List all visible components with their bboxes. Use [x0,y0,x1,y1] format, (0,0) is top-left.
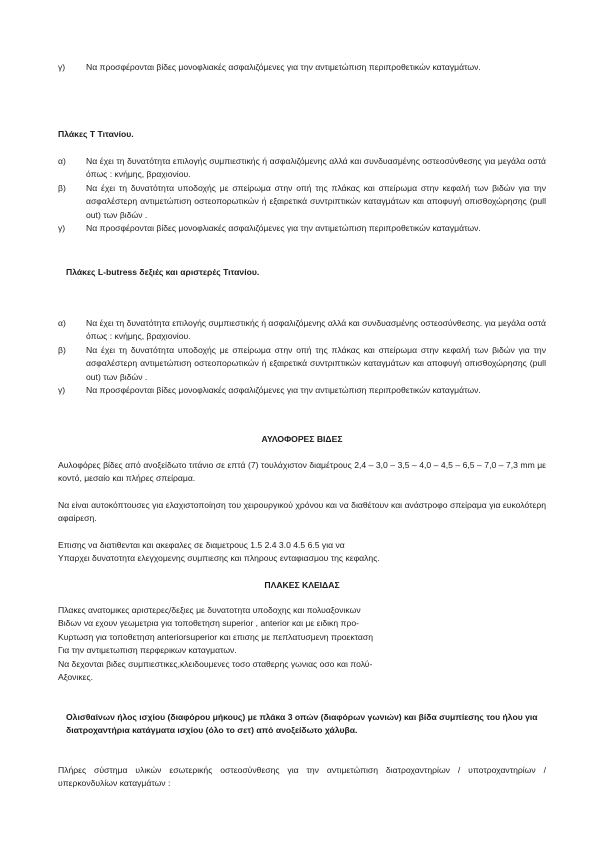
paragraph-line: Να δεχονται βιδες συμπιεστικες,κλειδουμενες τοσο σταθερης γωνιας οσο και πολύ- [58,658,373,669]
paragraph-line: Βιδων να εχουν γεωμετρια για τοποθετηση superior , anterior και με ειδικη προ- [58,618,359,629]
list-marker: α) [58,156,66,166]
locking-plates-heading [58,579,546,592]
cannulated-paragraph-1 [58,459,546,486]
paragraph: Πλήρες σύστημα υλικών εσωτερικής οστεοσύνθεσης για την αντιμετώπιση διατροχαντηρίων / υποτροχαντηρίων / υπερκονδυλίων καταγμάτων : [58,765,546,789]
paragraph: Ολισθαίνων ήλος ισχίου (διαφόρου μήκους) με πλάκα 3 οπών (διαφόρων γωνιών) και βίδα συμπίεσης του ήλου για διατροχαντήρια κατάγματα ισχίου (όλο το σετ) από ανοξείδωτο χάλυβα. [66,712,538,736]
hip-nail-paragraph [66,711,550,738]
list-item [58,155,546,182]
list-item [58,384,546,397]
l-buttress-heading [66,266,554,279]
list-text: Να έχει τη δυνατότητα επιλογής συμπιεστικής ή ασφαλιζόμενης αλλά και συνδυασμένης οστεοσύνθεσης για μεγάλα οστά όπως : κνήμης, βραχιονίου. [86,156,546,180]
list-marker: β) [58,344,66,355]
t-plates-list [58,155,546,235]
paragraph: Να είναι αυτοκόπτουσες για ελαχιστοποίηση του χειρουργικού χρόνου και να διαθέτουν και ανάστροφο σπείραμα για ευκολότερη αφαίρεση. [58,500,546,524]
list-item [58,222,546,235]
list-text: Να προσφέρονται βίδες μονοφλιακές ασφαλιζόμενες για την αντιμετώπιση περιπροθετικών καταγμάτων. [86,62,481,72]
list-item [58,344,546,384]
final-paragraph [58,764,546,791]
list-text: Να προσφέρονται βίδες μονοφλιακές ασφαλιζόμενες για την αντιμετώπιση περιπροθετικών καταγμάτων. [86,223,481,234]
l-buttress-list [58,317,546,397]
section-heading: Πλάκες L-butress δεξιές και αριστερές Τιτανίου. [66,267,260,277]
list-text: Να έχει τη δυνατότητα υποδοχής με σπείρωμα στην οπή της πλάκας και σπείρωμα στην κεφαλή των βιδών για την ασφαλέστερη αντιμετώπιση οστεοπορωτικών ή εξαιρετικά συντριπτικών καταγμάτων και αποφυγή οπισθοχώρησης (pull out) των βιδών . [86,344,546,382]
list-marker: γ) [58,62,66,72]
cannulated-paragraph-3 [58,539,546,566]
paragraph-line: Κυρτωση για τοποθετηση anteriorsuperior και επισης με πεπλατυσμενη προεκταση [58,631,373,642]
paragraph: Αυλοφόρες βίδες από ανοξείδωτο τιτάνιο σε επτά (7) τουλάχιστον διαμέτρους 2,4 – 3,0 – 3,5 – 4,0 – 4,5 – 6,5 – 7,0 – 7,3 mm με κοντό, μεσαίο και πλήρες σπείραμα. [58,460,546,484]
list-text: Να έχει τη δυνατότητα υποδοχής με σπείρωμα στην οπή της πλάκας και σπείρωμα στην κεφαλή των βιδών για την ασφαλέστερη αντιμετώπιση οστεοπορωτικών ή εξαιρετικά συντριπτικών καταγμάτων και αποφυγή οπισθοχώρησης (pull out) των βιδών . [86,182,546,220]
top-item [58,61,546,74]
list-marker: β) [58,182,66,193]
list-marker: γ) [58,223,66,234]
list-marker: α) [58,318,66,328]
locking-plates-text [58,604,546,684]
cannulated-heading [58,433,546,446]
list-item [58,317,546,344]
list-text: Να προσφέρονται βίδες μονοφλιακές ασφαλιζόμενες για την αντιμετώπιση περιπροθετικών καταγμάτων. [86,385,481,396]
list-text: Να έχει τη δυνατότητα επιλογής συμπιεστικής ή ασφαλιζόμενης αλλά και συνδυασμένης οστεοσύνθεσης. για μεγάλα οστά όπως : κνήμης, βραχιονίου. [86,318,546,342]
paragraph-line: Για την αντιμετωπιση περφερικων καταγματων. [58,645,237,656]
list-marker: γ) [58,385,66,396]
paragraph-line: Αξονικες. [58,672,93,683]
cannulated-paragraph-2 [58,499,546,526]
list-item [58,61,546,74]
section-heading: ΑΥΛΟΦΟΡΕΣ ΒΙΔΕΣ [261,434,343,444]
list-item [58,182,546,222]
section-heading: Πλάκες Τ Τιτανίου. [58,129,134,139]
paragraph-line: Επισης να διατιθενται και ακεφαλες σε διαμετρους 1.5 2.4 3.0 4.5 6.5 για να [58,540,345,550]
section-heading: ΠΛΑΚΕΣ ΚΛΕΙΔΑΣ [264,580,340,590]
paragraph-line: Υπαρχει δυνατοτητα ελεγχομενης συμπιεσης και πληρους ενταφιασμου της κεφαλης. [58,553,380,564]
t-plates-heading [58,128,546,141]
paragraph-line: Πλακες ανατομικες αριστερες/δεξιες με δυνατοτητα υποδοχης και πολυαξονικων [58,605,361,615]
